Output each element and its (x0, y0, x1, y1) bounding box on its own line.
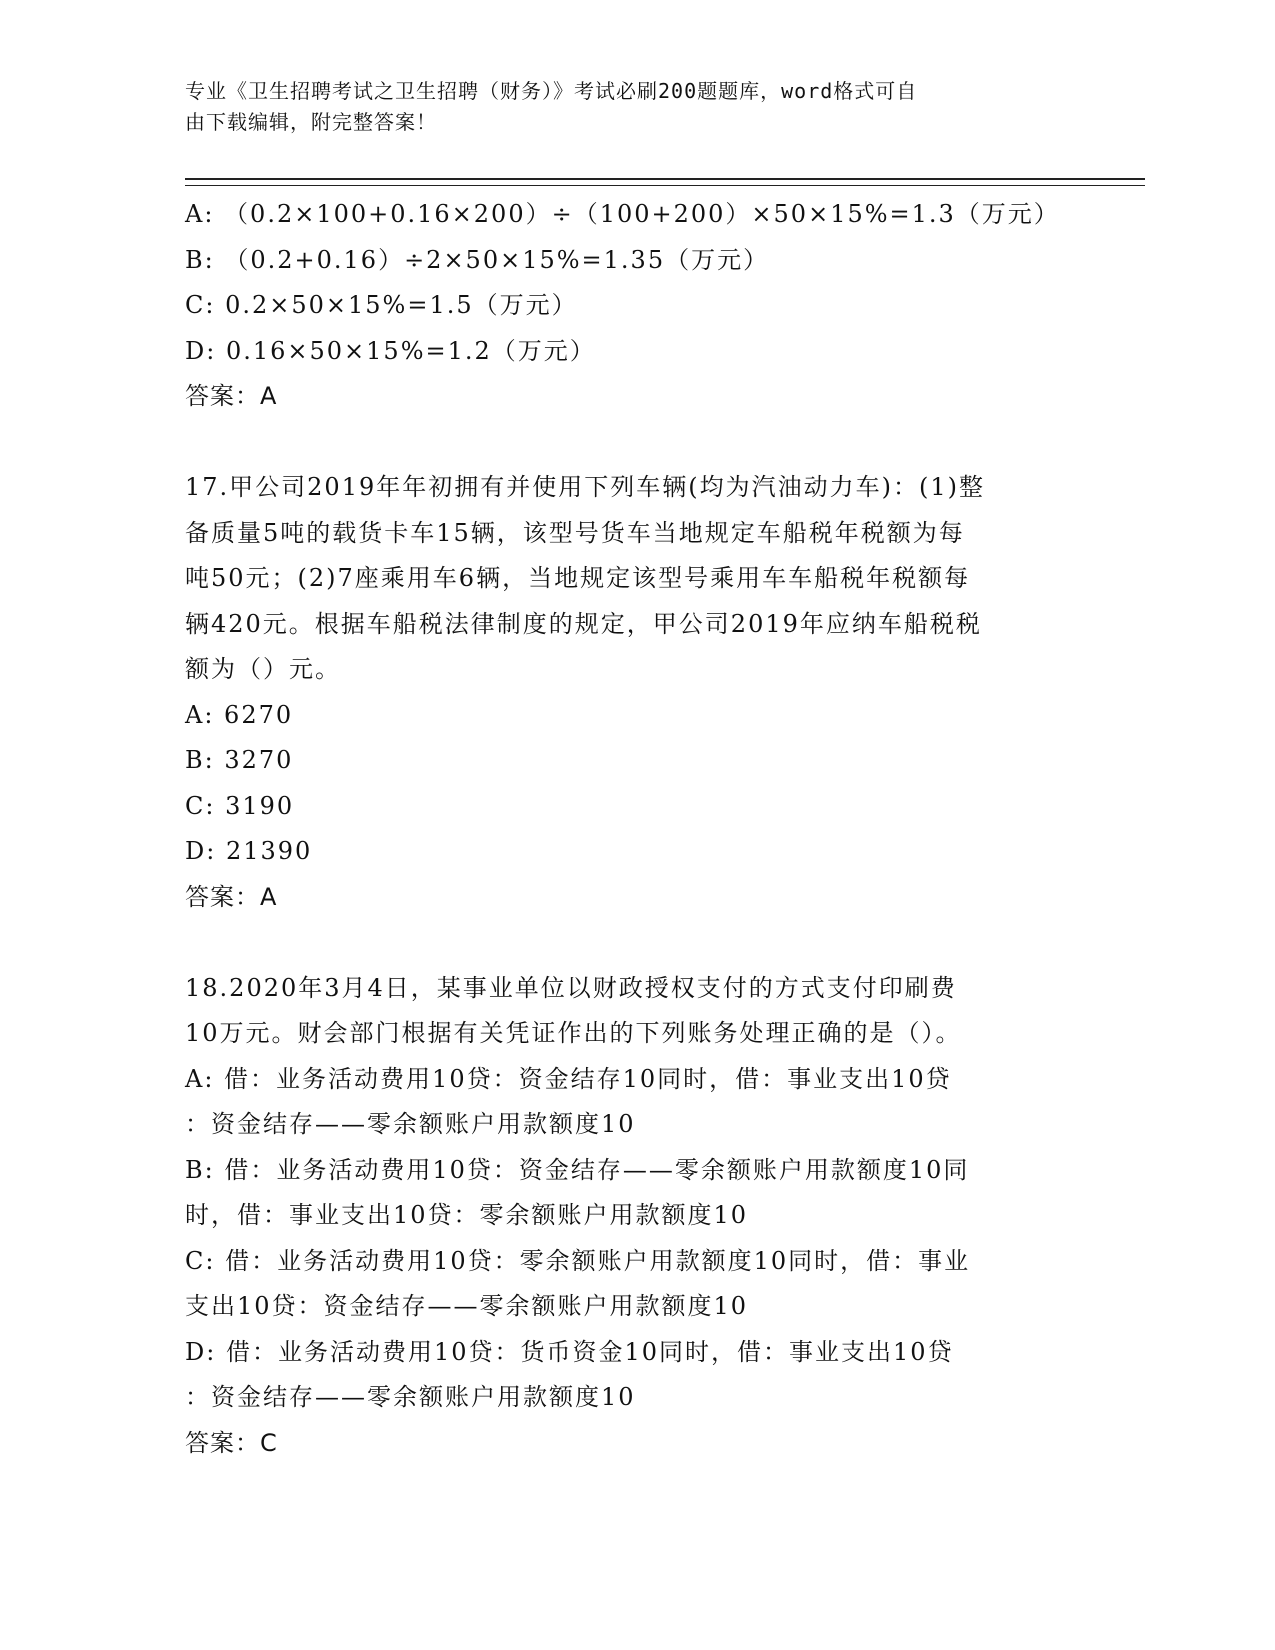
question-stem-line: 额为（）元。 (185, 655, 341, 683)
spacer (185, 420, 1095, 466)
question-17 (185, 465, 1095, 920)
header-divider-thin (185, 185, 1145, 186)
question-16-options (185, 192, 1095, 420)
option-c: C: 0.2×50×15%=1.5（万元） (185, 291, 578, 319)
answer: 答案：A (185, 382, 278, 410)
header-divider-thick (185, 178, 1145, 180)
option-d-continued: ：资金结存——零余额账户用款额度10 (185, 1383, 636, 1411)
option-d: D: 借：业务活动费用10贷：货币资金10同时，借：事业支出10贷 (185, 1337, 954, 1366)
option-c: C: 借：业务活动费用10贷：零余额账户用款额度10同时，借：事业 (185, 1246, 971, 1275)
question-stem-line: 10万元。财会部门根据有关凭证作出的下列账务处理正确的是（）。 (185, 1019, 962, 1047)
option-a-continued: ：资金结存——零余额账户用款额度10 (185, 1110, 636, 1138)
header-line-1: 专业《卫生招聘考试之卫生招聘（财务）》考试必刷200题题库，word格式可自 (185, 79, 918, 103)
option-b-continued: 时，借：事业支出10贷：零余额账户用款额度10 (185, 1201, 749, 1229)
option-a: A: （0.2×100+0.16×200）÷（100+200）×50×15%=1.3（万元） (185, 200, 1060, 228)
question-stem-line: 17.甲公司2019年年初拥有并使用下列车辆(均为汽油动力车)：(1)整 (185, 473, 985, 501)
question-18 (185, 966, 1095, 1467)
option-b: B: 3270 (185, 746, 294, 774)
option-b: B: 借：业务活动费用10贷：资金结存——零余额账户用款额度10同 (185, 1155, 970, 1184)
question-stem-line: 吨50元；(2)7座乘用车6辆，当地规定该型号乘用车车船税年税额每 (185, 564, 971, 592)
header-line-2: 由下载编辑，附完整答案！ (185, 110, 437, 134)
page-header (185, 76, 1065, 138)
option-a: A: 6270 (185, 700, 294, 729)
spacer (185, 920, 1095, 966)
question-stem-line: 18.2020年3月4日，某事业单位以财政授权支付的方式支付印刷费 (185, 973, 957, 1002)
answer: 答案：C (185, 1428, 278, 1457)
answer: 答案：A (185, 882, 278, 911)
option-a: A: 借：业务活动费用10贷：资金结存10同时，借：事业支出10贷 (185, 1064, 952, 1093)
question-stem-line: 辆420元。根据车船税法律制度的规定，甲公司2019年应纳车船税税 (185, 609, 982, 638)
option-d: D: 0.16×50×15%=1.2（万元） (185, 336, 596, 365)
option-d: D: 21390 (185, 837, 313, 865)
option-b: B: （0.2+0.16）÷2×50×15%=1.35（万元） (185, 245, 770, 274)
option-c-continued: 支出10贷：资金结存——零余额账户用款额度10 (185, 1292, 749, 1320)
question-stem-line: 备质量5吨的载货卡车15辆，该型号货车当地规定车船税年税额为每 (185, 518, 965, 547)
document-body (185, 192, 1095, 1466)
option-c: C: 3190 (185, 791, 295, 820)
